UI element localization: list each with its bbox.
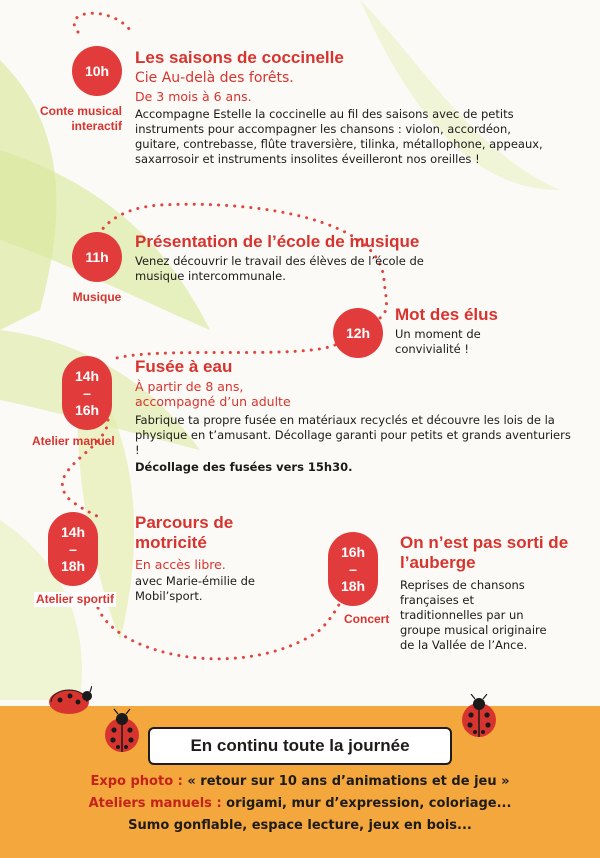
continuous-line: [0, 796, 600, 811]
event-description: avec Marie-émilie de Mobil’sport.: [135, 574, 255, 603]
event-age: De 3 mois à 6 ans.: [135, 89, 252, 104]
line-text: « retour sur 10 ans d’animations et de jeu »: [182, 774, 510, 789]
time-badge: [62, 356, 112, 430]
line-label: Ateliers manuels :: [88, 796, 222, 811]
line-text: origami, mur d’expression, coloriage...: [221, 796, 512, 811]
event-category: Musique: [72, 290, 122, 304]
time-end: 16h: [74, 401, 100, 418]
event-description: Venez découvrir le travail des élèves de l’école de musique intercommunale.: [135, 254, 424, 283]
ladybug-icon: [46, 682, 92, 714]
time-separator: –: [349, 560, 357, 577]
time-start: 14h: [60, 523, 86, 540]
time-badge: [72, 46, 122, 96]
time-badge: [72, 232, 122, 282]
event-description: Un moment de convivialité !: [395, 327, 481, 356]
event-description: Fabrique ta propre fusée en matériaux recyclés et découvre les lois de la physique en t’amusant. Décollage garanti pour petits et grands aventuriers !: [135, 413, 571, 457]
line-text: Sumo gonflable, espace lecture, jeux en bois...: [128, 818, 472, 833]
time-end: 18h: [340, 577, 366, 594]
event-title: Fusée à eau: [135, 357, 233, 376]
line-label: Expo photo :: [90, 774, 183, 789]
ladybug-icon: [98, 708, 146, 756]
event-access: En accès libre.: [135, 557, 226, 572]
event-description: Reprises de chansons françaises et traditionnelles par un groupe musical originaire de la Vallée de l’Ance.: [400, 578, 547, 652]
time-separator: –: [69, 540, 77, 557]
event-title: Parcours de motricité: [135, 513, 234, 552]
ladybug-icon: [456, 694, 502, 740]
time-start: 16h: [340, 543, 366, 560]
time-label: 11h: [85, 249, 109, 265]
continuous-line: [0, 774, 600, 789]
time-separator: –: [83, 384, 91, 401]
event-title: Mot des élus: [395, 305, 498, 324]
event-title: Les saisons de coccinelle: [135, 48, 344, 67]
time-label: 10h: [84, 63, 110, 79]
continuous-line: [0, 818, 600, 833]
event-title: On n’est pas sorti de l’auberge: [400, 533, 569, 572]
time-badge: [333, 308, 383, 358]
time-badge: [48, 512, 98, 586]
time-end: 18h: [60, 557, 86, 574]
event-title: Présentation de l’école de musique: [135, 232, 420, 251]
continuous-heading: En continu toute la journée: [148, 727, 452, 765]
time-start: 14h: [74, 367, 100, 384]
event-category: Concert: [344, 612, 390, 626]
event-note: Décollage des fusées vers 15h30.: [135, 460, 353, 474]
event-description: Accompagne Estelle la coccinelle au fil des saisons avec de petits instruments pour accompagner les chansons : violon, accordéon, guitare, contrebasse, flûte traversière, tilinka, métallophone, appeaux, saxarrosoir et instruments insolites éveilleront nos oreilles !: [135, 107, 543, 166]
event-age: À partir de 8 ans, accompagné d’un adulte: [135, 379, 291, 409]
event-category: Atelier manuel: [32, 434, 115, 448]
time-label: 12h: [345, 325, 371, 341]
time-badge: [328, 532, 378, 606]
event-company: Cie Au-delà des forêts.: [135, 70, 294, 86]
event-category: Atelier sportif: [36, 592, 115, 606]
event-category: Conte musical interactif: [39, 104, 122, 133]
